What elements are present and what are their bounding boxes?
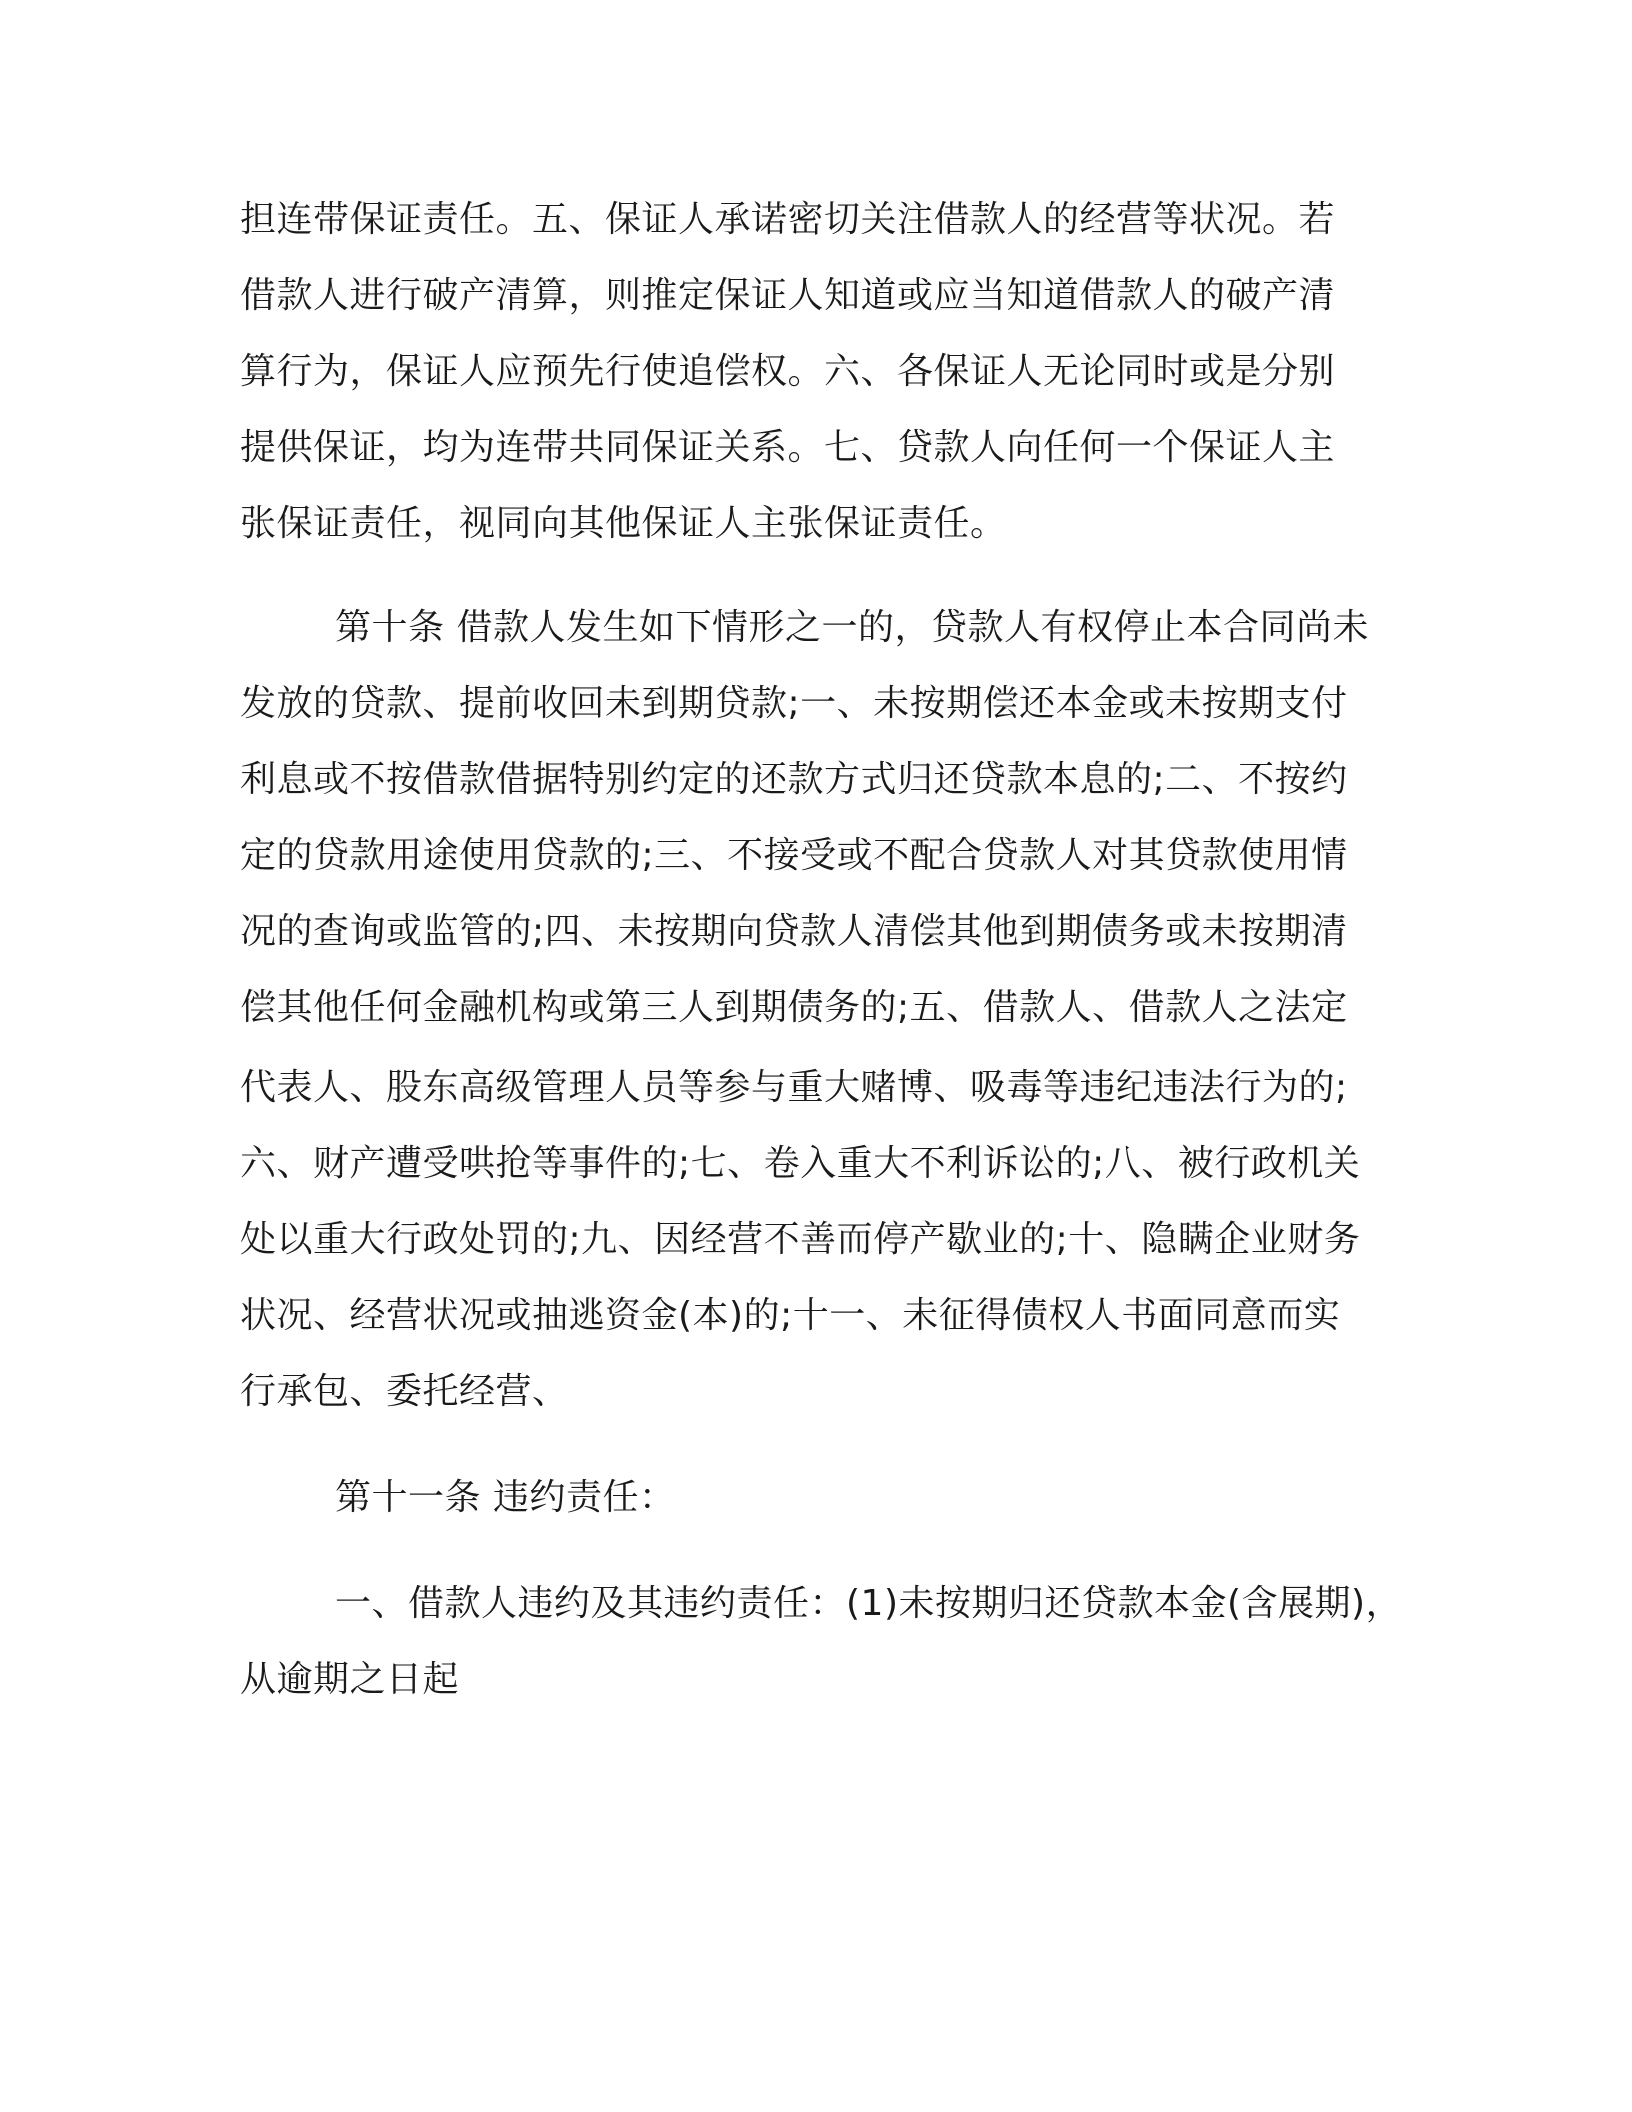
paragraph-2-line-11: 行承包、委托经营、 <box>240 1371 569 1412</box>
paragraph-2-line-9: 处以重大行政处罚的;九、因经营不善而停产歇业的;十、隐瞒企业财务 <box>240 1219 1361 1260</box>
paragraph-1-line-4: 提供保证，均为连带共同保证关系。七、贷款人向任何一个保证人主 <box>240 427 1336 468</box>
paragraph-1-line-2: 借款人进行破产清算，则推定保证人知道或应当知道借款人的破产清 <box>240 275 1336 316</box>
paragraph-2-line-3: 利息或不按借款借据特别约定的还款方式归还贷款本息的;二、不按约 <box>240 759 1348 800</box>
paragraph-2-line-8: 六、财产遭受哄抢等事件的;七、卷入重大不利诉讼的;八、被行政机关 <box>240 1143 1361 1184</box>
paragraph-4-line-2: 从逾期之日起 <box>240 1659 460 1700</box>
paragraph-1-line-1: 担连带保证责任。五、保证人承诺密切关注借款人的经营等状况。若 <box>240 199 1336 240</box>
article-11-heading: 第十一条 违约责任： <box>335 1477 676 1518</box>
paragraph-2-line-2: 发放的贷款、提前收回未到期贷款;一、未按期偿还本金或未按期支付 <box>240 683 1348 724</box>
paragraph-1-line-3: 算行为，保证人应预先行使追偿权。六、各保证人无论同时或是分别 <box>240 351 1336 392</box>
paragraph-2-line-7: 代表人、股东高级管理人员等参与重大赌博、吸毒等违纪违法行为的; <box>240 1067 1348 1108</box>
paragraph-1-line-5: 张保证责任，视同向其他保证人主张保证责任。 <box>240 503 1007 544</box>
paragraph-2-line-6: 偿其他任何金融机构或第三人到期债务的;五、借款人、借款人之法定 <box>240 987 1348 1028</box>
paragraph-2-line-4: 定的贷款用途使用贷款的;三、不接受或不配合贷款人对其贷款使用情 <box>240 835 1348 876</box>
paragraph-4-line-1: 一、借款人违约及其违约责任：(1)未按期归还贷款本金(含展期)， <box>335 1583 1403 1624</box>
paragraph-2-line-1: 第十条 借款人发生如下情形之一的，贷款人有权停止本合同尚未 <box>335 607 1369 648</box>
paragraph-2-line-10: 状况、经营状况或抽逃资金(本)的;十一、未征得债权人书面同意而实 <box>240 1295 1341 1336</box>
paragraph-2-line-5: 况的查询或监管的;四、未按期向贷款人清偿其他到期债务或未按期清 <box>240 911 1348 952</box>
